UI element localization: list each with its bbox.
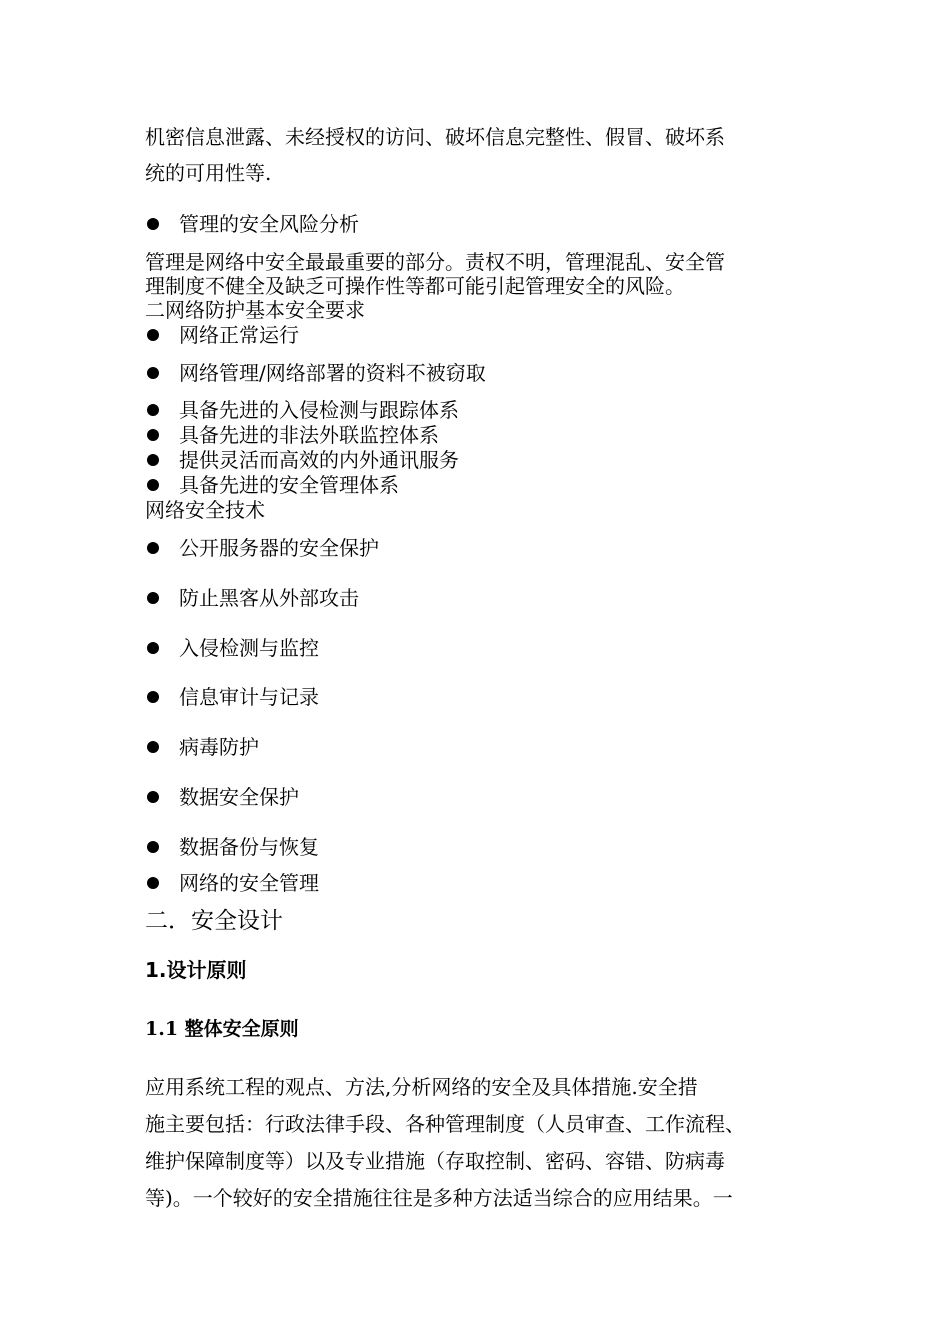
design-paragraph-line-3: 维护保障制度等）以及专业措施（存取控制、密码、容错、防病毒 [145,1149,725,1173]
bullet-icon [147,791,159,803]
design-paragraph-line-4: 等)。一个较好的安全措施往往是多种方法适当综合的应用结果。一 [145,1186,733,1210]
bullet-icon [147,642,159,654]
bullet-icon [147,479,159,491]
bullet-icon [147,367,159,379]
bullet-icon [147,841,159,853]
document-page: 机密信息泄露、未经授权的访问、破坏信息完整性、假冒、破坏系 统的可用性等. 管理的安全风险分析 管理是网络中安全最最重要的部分。责权不明，管理混乱、安全管 理制度不健全及缺乏可操作性等都可能引起管理安全的风险。 二网络防护基本安全要求 网络正常运行 网络管理/网络部署的资料不被窃取 具备先进的入侵检测与跟踪体系 具备先进的非法外联监控体系 提供灵活而高效的内外通讯服务 具备先进的安全管理体系 网络安全技术 公开服务器的安全保护 防止黑客从外部攻击 入侵检测与监控 信息审计与记录 病毒防护 数据安全保护 数据备份与恢复 网络的安全管理 二．安全设计 1.设计原则 1.1 整体安全原则 应用系统工程的观点、方法,分析网络的安全及具体措施.安全措 施主要包括：行政法律手段、各种管理制度（人员审查、工作流程、 维护保障制度等）以及专业措施（存取控制、密码、容错、防病毒 等)。一个较好的安全措施往往是多种方法适当综合的应用结果。一 [145,125,745,1210]
design-paragraph-line-2: 施主要包括：行政法律手段、各种管理制度（人员审查、工作流程、 [145,1112,745,1136]
bullet-icon [147,404,159,416]
intro-line-1: 机密信息泄露、未经授权的访问、破坏信息完整性、假冒、破坏系 [145,125,725,149]
subsection-title: 1.设计原则 [145,958,247,982]
requirements-heading: 二网络防护基本安全要求 [145,298,365,322]
intro-line-2: 统的可用性等. [145,161,272,185]
subsubsection-title: 1.1 整体安全原则 [145,1018,299,1040]
bullet-icon [147,741,159,753]
bullet-icon [147,542,159,554]
bullet-icon [147,218,159,230]
mgmt-paragraph-line-2: 理制度不健全及缺乏可操作性等都可能引起管理安全的风险。 [145,274,685,298]
bullet-icon [147,877,159,889]
design-paragraph-line-1: 应用系统工程的观点、方法,分析网络的安全及具体措施.安全措 [145,1075,698,1099]
bullet-icon [147,691,159,703]
bullet-icon [147,329,159,341]
mgmt-paragraph-line-1: 管理是网络中安全最最重要的部分。责权不明，管理混乱、安全管 [145,250,725,274]
bullet-icon [147,592,159,604]
bullet-icon [147,429,159,441]
tech-heading: 网络安全技术 [145,498,265,522]
bullet-icon [147,454,159,466]
section-title: 二．安全设计 [145,908,283,934]
